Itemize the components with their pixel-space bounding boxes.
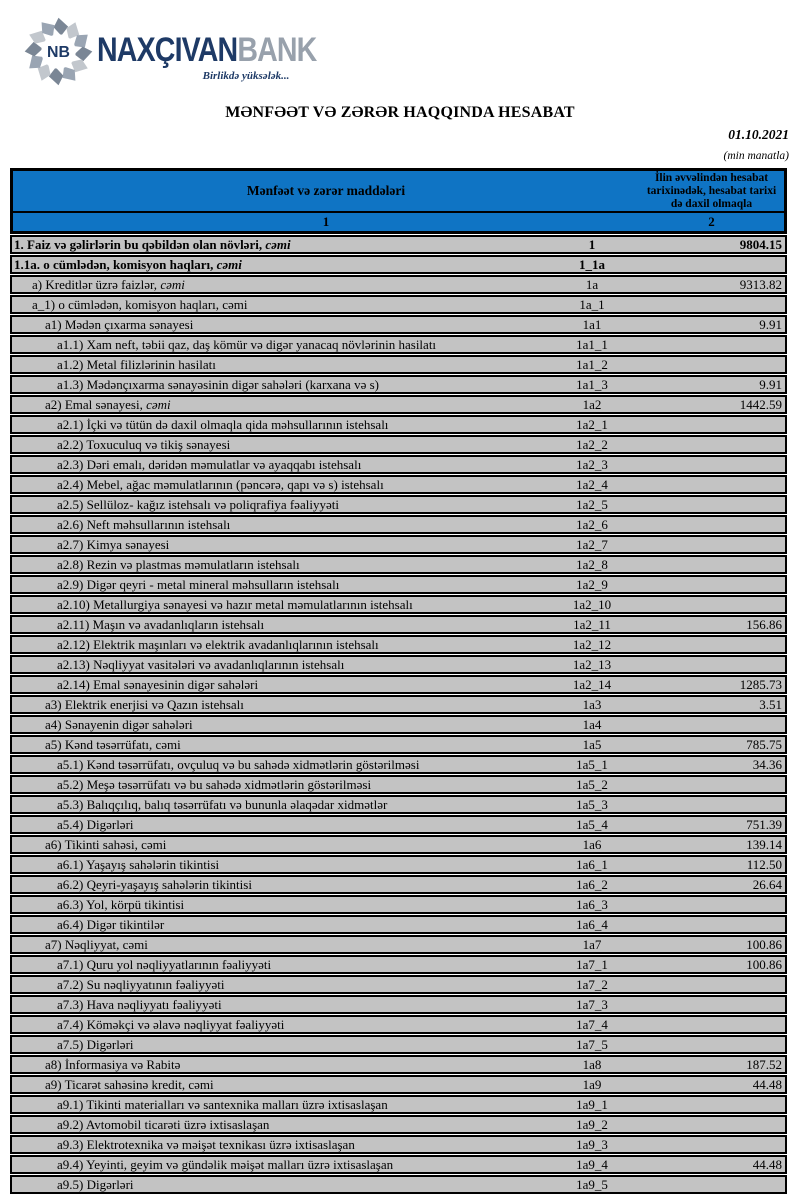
- table-row: [10, 1095, 787, 1114]
- row-label: a6.2) Qeyri-yaşayış sahələrin tikintisi: [57, 877, 252, 892]
- row-code: 1a2_14: [572, 677, 612, 692]
- row-label: a2.11) Maşın və avadanlıqların istehsalı: [57, 617, 265, 632]
- table-row: [10, 515, 787, 534]
- bank-name-primary: NAXÇIVAN: [97, 31, 238, 69]
- row-code: 1a1_2: [576, 357, 608, 372]
- row-label: a2.8) Rezin və plastmas məmulatların istehsalı: [57, 557, 300, 572]
- table-row: [10, 435, 787, 454]
- row-code: 1a2_9: [576, 577, 608, 592]
- row-code: 1a5_1: [576, 757, 608, 772]
- table-row: [10, 635, 787, 654]
- table-row: [10, 1015, 787, 1034]
- table-row: [10, 1175, 787, 1194]
- row-code: 1a7_2: [576, 977, 608, 992]
- table-row: [10, 1135, 787, 1154]
- row-code: 1a1_1: [576, 337, 608, 352]
- row-value: 139.14: [746, 837, 782, 852]
- logo-monogram: NB: [47, 44, 70, 62]
- table-row: [10, 875, 787, 894]
- row-code: 1a2_2: [576, 437, 608, 452]
- row-label: a9.5) Digərləri: [57, 1177, 134, 1192]
- row-label: a2.4) Mebel, ağac məmulatlarının (pəncərə, qapı və s) istehsalı: [57, 477, 384, 492]
- row-code: 1a9: [582, 1077, 602, 1092]
- row-label: a5.4) Digərləri: [57, 817, 134, 832]
- row-label: a3) Elektrik enerjisi və Qazın istehsalı: [45, 697, 244, 712]
- row-code: 1a5: [582, 737, 602, 752]
- table-row: [10, 755, 787, 774]
- row-value: 100.86: [746, 937, 782, 952]
- row-label: a2) Emal sənayesi, cəmi: [45, 397, 171, 412]
- row-code: 1a2_11: [573, 617, 611, 632]
- bank-slogan: Birlikdə yüksələk...: [202, 70, 290, 82]
- row-value: 9.91: [759, 377, 782, 392]
- row-code: 1a9_3: [576, 1137, 608, 1152]
- report-title: MƏNFƏƏT VƏ ZƏRƏR HAQQINDA HESABAT: [225, 104, 575, 121]
- row-value: 9804.15: [739, 237, 782, 252]
- row-label: a2.10) Metallurgiya sənayesi və hazır metal məmulatlarının istehsalı: [57, 597, 413, 612]
- row-label: a2.2) Toxuculuq və tikiş sənayesi: [57, 437, 231, 452]
- row-label: a4) Sənayenin digər sahələri: [45, 717, 193, 732]
- row-value: 751.39: [746, 817, 782, 832]
- row-code: 1a: [585, 277, 599, 292]
- table-row: [10, 295, 787, 314]
- col-number-value: 2: [708, 214, 715, 229]
- row-value: 34.36: [752, 757, 782, 772]
- row-value: 112.50: [746, 857, 782, 872]
- table-row: [10, 275, 787, 294]
- table-row: [10, 995, 787, 1014]
- row-code: 1a2_8: [576, 557, 608, 572]
- table-header: [10, 168, 787, 234]
- row-code: 1a2_7: [576, 537, 608, 552]
- table-row: [10, 955, 787, 974]
- row-code: 1a5_2: [576, 777, 608, 792]
- row-label: a9.2) Avtomobil ticarəti üzrə ixtisaslaşan: [57, 1117, 270, 1132]
- row-label: a5.2) Meşə təsərrüfatı və bu sahədə xidmətlərin göstərilməsi: [57, 777, 372, 792]
- row-code: 1a7_3: [576, 997, 608, 1012]
- table-row: [10, 855, 787, 874]
- table-row: [10, 595, 787, 614]
- row-code: 1a9_4: [576, 1157, 608, 1172]
- bank-logo-icon: [24, 17, 93, 86]
- row-label: a5) Kənd təsərrüfatı, cəmi: [45, 737, 181, 752]
- table-row: [10, 335, 787, 354]
- col-number-items: 1: [322, 214, 330, 229]
- row-code: 1a6: [582, 837, 602, 852]
- table-row: [10, 975, 787, 994]
- row-label: a1) Mədən çıxarma sənayesi: [45, 317, 194, 332]
- row-value: 156.86: [746, 617, 782, 632]
- table-row: [10, 915, 787, 934]
- row-label: a1.3) Mədənçıxarma sənayəsinin digər sahələri (karxana və s): [57, 377, 379, 392]
- row-label: a7) Nəqliyyat, cəmi: [45, 937, 148, 952]
- table-row: [10, 935, 787, 954]
- row-code: 1a2_1: [576, 417, 608, 432]
- table-row: [10, 575, 787, 594]
- table-row: [10, 735, 787, 754]
- row-value: 26.64: [752, 877, 782, 892]
- row-code: 1a9_1: [576, 1097, 608, 1112]
- table-row: [10, 1035, 787, 1054]
- row-code: 1a2_3: [576, 457, 608, 472]
- row-label: a9) Ticarət sahəsinə kredit, cəmi: [45, 1077, 214, 1092]
- table-row: [10, 235, 787, 254]
- table-row: [10, 895, 787, 914]
- row-code: 1a_1: [579, 297, 605, 312]
- row-label: a6) Tikinti sahəsi, cəmi: [45, 837, 167, 852]
- row-code: 1a6_3: [576, 897, 608, 912]
- row-label: a5.1) Kənd təsərrüfatı, ovçuluq və bu sahədə xidmətlərin göstərilməsi: [57, 757, 420, 772]
- row-code: 1a2_4: [576, 477, 608, 492]
- row-label: a2.6) Neft məhsullarının istehsalı: [57, 517, 231, 532]
- table-row: [10, 1055, 787, 1074]
- row-code: 1a2_12: [572, 637, 612, 652]
- row-code: 1a2: [582, 397, 602, 412]
- row-code: 1a6_4: [576, 917, 608, 932]
- row-label: a) Kreditlər üzrə faizlər, cəmi: [32, 277, 185, 292]
- table-row: [10, 255, 787, 274]
- row-value: 44.48: [752, 1157, 782, 1172]
- table-row: [10, 1155, 787, 1174]
- row-label: a7.4) Köməkçi və əlavə nəqliyyat fəaliyyəti: [57, 1017, 285, 1032]
- table-body: [10, 235, 787, 1194]
- row-label: a1.1) Xam neft, təbii qaz, daş kömür və digər yanacaq növlərinin hasilatı: [57, 337, 437, 352]
- row-label: a5.3) Balıqçılıq, balıq təsərrüfatı və bununla əlaqədar xidmətlər: [57, 797, 388, 812]
- unit-note: (min manatla): [723, 150, 789, 162]
- profit-loss-table: [10, 168, 787, 1195]
- row-code: 1a5_3: [576, 797, 608, 812]
- row-code: 1a1: [582, 317, 602, 332]
- row-label: a1.2) Metal filizlərinin hasilatı: [57, 357, 216, 372]
- table-row: [10, 475, 787, 494]
- table-row: [10, 615, 787, 634]
- row-label: a6.4) Digər tikintilər: [57, 917, 165, 932]
- table-row: [10, 815, 787, 834]
- row-code: 1a9_2: [576, 1117, 608, 1132]
- table-row: [10, 375, 787, 394]
- row-value: 44.48: [752, 1077, 782, 1092]
- table-row: [10, 535, 787, 554]
- row-value: 100.86: [746, 957, 782, 972]
- row-code: 1a7_1: [576, 957, 608, 972]
- row-code: 1a3: [582, 697, 602, 712]
- row-value: 785.75: [746, 737, 782, 752]
- table-row: [10, 1115, 787, 1134]
- row-code: 1a5_4: [576, 817, 608, 832]
- row-value: 9313.82: [739, 277, 782, 292]
- row-value: 3.51: [759, 697, 782, 712]
- row-label: a2.14) Emal sənayesinin digər sahələri: [57, 677, 259, 692]
- row-label: a2.5) Sellüloz- kağız istehsalı və poliqrafiya fəaliyyəti: [57, 497, 339, 512]
- row-value: 9.91: [759, 317, 782, 332]
- row-label: 1.1a. o cümlədən, komisyon haqları, cəmi: [14, 257, 242, 272]
- table-row: [10, 355, 787, 374]
- row-code: 1a4: [582, 717, 602, 732]
- row-code: 1a6_1: [576, 857, 608, 872]
- row-label: a7.3) Hava nəqliyyatı fəaliyyəti: [57, 997, 222, 1012]
- table-row: [10, 415, 787, 434]
- row-label: a2.13) Nəqliyyat vasitələri və avadanlıqlarının istehsalı: [57, 657, 345, 672]
- row-code: 1a2_10: [572, 597, 612, 612]
- row-label: a7.2) Su nəqliyyatının fəaliyyəti: [57, 977, 225, 992]
- row-code: 1a7_5: [576, 1037, 608, 1052]
- row-code: 1a2_5: [576, 497, 608, 512]
- bank-name-secondary: BANK: [237, 31, 317, 69]
- row-code: 1_1a: [579, 257, 605, 272]
- table-row: [10, 775, 787, 794]
- row-code: 1a7_4: [576, 1017, 608, 1032]
- table-row: [10, 695, 787, 714]
- row-label: a2.3) Dəri emalı, dəridən məmulatlar və ayaqqabı istehsalı: [57, 457, 362, 472]
- report-date: 01.10.2021: [728, 127, 789, 142]
- table-row: [10, 795, 787, 814]
- row-code: 1a8: [582, 1057, 602, 1072]
- table-row: [10, 495, 787, 514]
- row-label: a2.9) Digər qeyri - metal mineral məhsulların istehsalı: [57, 577, 340, 592]
- table-row: [10, 555, 787, 574]
- row-code: 1: [588, 237, 596, 252]
- row-label: a2.1) İçki və tütün də daxil olmaqla qida məhsullarının istehsalı: [57, 417, 389, 432]
- table-row: [10, 315, 787, 334]
- row-value: 1285.73: [739, 677, 782, 692]
- row-label: 1. Faiz və gəlirlərin bu qəbildən olan növləri, cəmi: [14, 237, 291, 252]
- row-label: a9.3) Elektrotexnika və məişət texnikası üzrə ixtisaslaşan: [57, 1137, 355, 1152]
- row-value: 187.52: [746, 1057, 782, 1072]
- row-code: 1a9_5: [576, 1177, 608, 1192]
- row-value: 1442.59: [739, 397, 782, 412]
- row-code: 1a7: [582, 937, 602, 952]
- table-row: [10, 675, 787, 694]
- row-label: a2.12) Elektrik maşınları və elektrik avadanlıqlarının istehsalı: [57, 637, 379, 652]
- row-label: a2.7) Kimya sənayesi: [57, 537, 170, 552]
- row-code: 1a1_3: [576, 377, 608, 392]
- row-code: 1a2_13: [572, 657, 612, 672]
- row-code: 1a2_6: [576, 517, 608, 532]
- row-label: a8) İnformasiya və Rabitə: [45, 1057, 181, 1072]
- row-label: a7.5) Digərləri: [57, 1037, 134, 1052]
- table-row: [10, 455, 787, 474]
- col-header-value: İlin əvvəlindən hesabat tarixinədək, hesabat tarixi də daxil olmaqla: [646, 171, 777, 210]
- row-code: 1a6_2: [576, 877, 608, 892]
- row-label: a9.4) Yeyinti, geyim və gündəlik məişət malları üzrə ixtisaslaşan: [57, 1157, 394, 1172]
- row-label: a6.1) Yaşayış sahələrin tikintisi: [57, 857, 220, 872]
- row-label: a6.3) Yol, körpü tikintisi: [57, 897, 185, 912]
- row-label: a9.1) Tikinti materialları və santexnika malları üzrə ixtisaslaşan: [57, 1097, 388, 1112]
- row-label: a_1) o cümlədən, komisyon haqları, cəmi: [32, 297, 248, 312]
- row-label: a7.1) Quru yol nəqliyyatlarının fəaliyyəti: [57, 957, 272, 972]
- table-row: [10, 655, 787, 674]
- table-row: [10, 715, 787, 734]
- table-row: [10, 1075, 787, 1094]
- table-row: [10, 835, 787, 854]
- table-row: [10, 395, 787, 414]
- bank-wordmark: [97, 31, 316, 70]
- col-header-items: Mənfəət və zərər maddələri: [246, 183, 406, 198]
